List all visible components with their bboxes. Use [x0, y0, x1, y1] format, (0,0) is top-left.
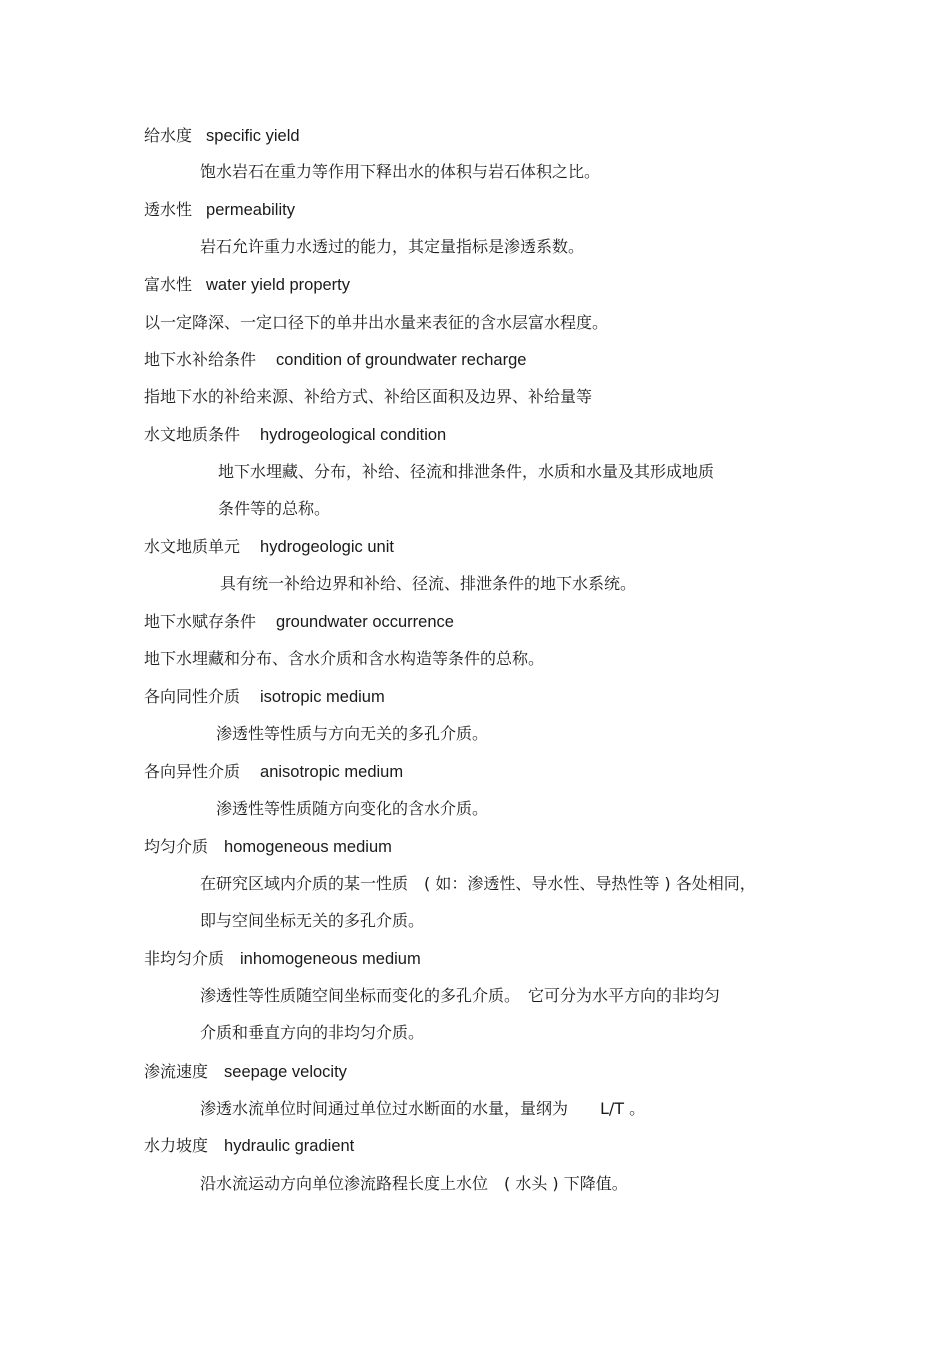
definition-line: 渗透性等性质与方向无关的多孔介质。 [216, 724, 489, 743]
term-heading [144, 612, 454, 632]
term-heading [144, 425, 446, 445]
term-heading [144, 1062, 347, 1082]
term-zh: 透水性 [144, 200, 193, 219]
term-en: inhomogeneous medium [240, 950, 421, 968]
definition-line: 介质和垂直方向的非均匀介质。 [200, 1023, 425, 1042]
term-heading [144, 837, 392, 857]
definition-line: 在研究区域内介质的某一性质 ( 如：渗透性、导水性、导热性等 ) 各处相同， [200, 874, 756, 893]
definition-line: 条件等的总称。 [218, 499, 331, 518]
term-heading [144, 126, 300, 146]
term-zh: 地下水补给条件 [144, 350, 257, 369]
definition-line: 渗透性等性质随空间坐标而变化的多孔介质。 它可分为水平方向的非均匀 [200, 986, 721, 1005]
term-heading [144, 200, 295, 220]
term-zh: 水力坡度 [144, 1136, 209, 1155]
term-zh: 均匀介质 [144, 837, 209, 856]
term-zh: 各向同性介质 [144, 687, 241, 706]
definition-line: 渗透水流单位时间通过单位过水断面的水量，量纲为 L/T 。 [200, 1099, 646, 1118]
term-heading [144, 537, 394, 557]
term-heading [144, 1136, 354, 1156]
term-heading [144, 275, 350, 295]
definition-line: 具有统一补给边界和补给、径流、排泄条件的地下水系统。 [220, 574, 637, 593]
term-en: anisotropic medium [260, 763, 404, 781]
definition-line: 即与空间坐标无关的多孔介质。 [200, 911, 425, 930]
definition-line: 地下水埋藏、分布，补给、径流和排泄条件，水质和水量及其形成地质 [218, 462, 715, 481]
term-zh: 各向异性介质 [144, 762, 241, 781]
term-en: homogeneous medium [224, 838, 392, 856]
definition-line: 沿水流运动方向单位渗流路程长度上水位 ( 水头 ) 下降值。 [200, 1174, 628, 1193]
term-en: groundwater occurrence [276, 613, 454, 631]
term-en: permeability [206, 201, 295, 219]
term-heading [144, 762, 403, 782]
term-heading [144, 687, 385, 707]
term-en: seepage velocity [224, 1063, 347, 1081]
term-en: condition of groundwater recharge [276, 351, 527, 369]
term-heading [144, 350, 526, 370]
term-zh: 地下水赋存条件 [144, 612, 257, 631]
term-heading [144, 949, 421, 969]
term-en: hydrogeological condition [260, 426, 447, 444]
term-zh: 富水性 [144, 275, 193, 294]
term-zh: 渗流速度 [144, 1062, 209, 1081]
definition-line: 饱水岩石在重力等作用下释出水的体积与岩石体积之比。 [200, 162, 601, 181]
definition-line: 岩石允许重力水透过的能力，其定量指标是渗透系数。 [200, 237, 585, 256]
term-en: isotropic medium [260, 688, 385, 706]
term-en: specific yield [206, 127, 300, 145]
definition-line: 渗透性等性质随方向变化的含水介质。 [216, 799, 489, 818]
term-en: hydraulic gradient [224, 1137, 355, 1155]
definition-line: 以一定降深、一定口径下的单井出水量来表征的含水层富水程度。 [144, 313, 609, 332]
term-zh: 非均匀介质 [144, 949, 225, 968]
definition-line: 指地下水的补给来源、补给方式、补给区面积及边界、补给量等 [144, 387, 593, 406]
definition-line: 地下水埋藏和分布、含水介质和含水构造等条件的总称。 [144, 649, 545, 668]
term-zh: 给水度 [144, 126, 193, 145]
term-en: hydrogeologic unit [260, 538, 394, 556]
term-en: water yield property [206, 276, 350, 294]
term-zh: 水文地质条件 [144, 425, 241, 444]
term-zh: 水文地质单元 [144, 537, 241, 556]
